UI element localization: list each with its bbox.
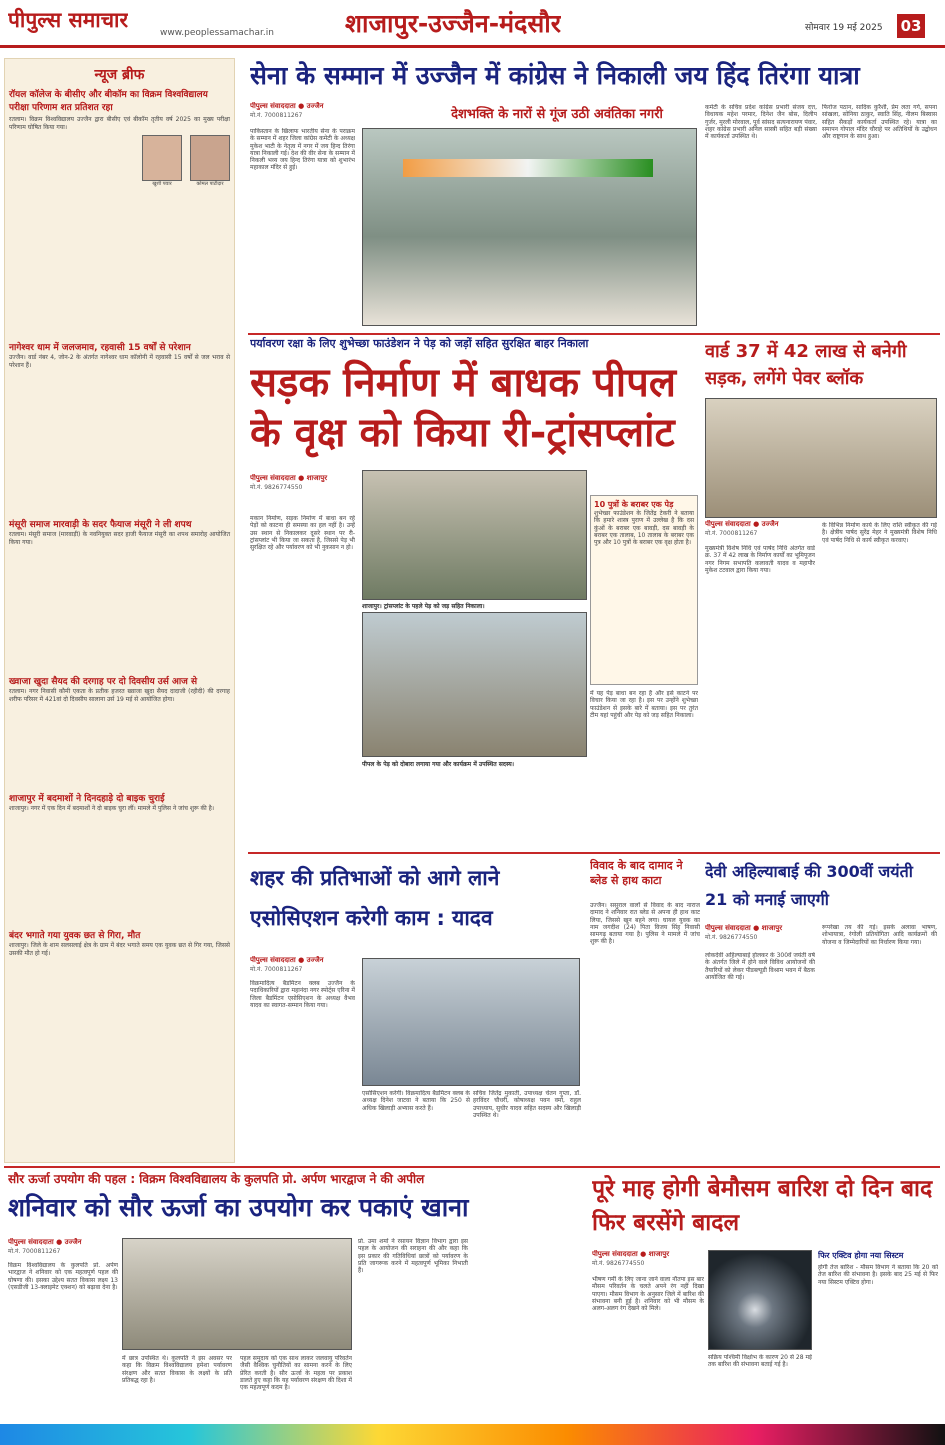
byline: पीपुल्स संवाददाता ● उज्जैन (8, 1238, 82, 1246)
article-body: होगी तेज बारिश - मौसम विभाग ने बताया कि 20 को तेज बारिश की संभावना है। इसके बाद 25 मई से फिर नया सिस्टम एक्टिव होगा। (818, 1264, 938, 1286)
byline-block (592, 1250, 702, 1267)
byline: पीपुल्स संवाददाता ● शाजापुर (250, 474, 328, 482)
quote-box (590, 495, 698, 685)
brief-body: रतलाम। विक्रम विश्वविद्यालय उज्जैन द्वारा बीसीए एवं बीकॉम तृतीय वर्ष 2025 का मुख्य परीक्षा परिणाम घोषित किया गया। (9, 116, 230, 131)
byline-block (705, 924, 815, 941)
article-body: पहल समुदाय को एक साथ लाकर जलवायु परिवर्तन जैसी वैश्विक चुनौतियों का सामना करने के लिए प्रेरित करती है। सौर ऊर्जा के महत्व पर प्रकाश डालते हुए कहा कि यह पर्यावरण संरक्षण की दिशा में एक महत्वपूर्ण कदम है। (240, 1355, 352, 1392)
article-headline: सेना के सम्मान में उज्जैन में कांग्रेस ने निकाली जय हिंद तिरंगा यात्रा (250, 61, 860, 90)
brief-headline: रॉयल कॉलेज के बीसीए और बीकॉम का विक्रम विश्वविद्यालय परीक्षा परिणाम शत प्रतिशत रहा (9, 90, 208, 113)
divider (248, 852, 940, 854)
article-body: के विभिन्न निर्माण कार्य के लिए राशि स्वीकृत की गई है। क्षेत्रीय पार्षद सुरेंद्र मेहर ने मुख्यमंत्री विशेष निधि एवं पार्षद निधि से कार्य स्वीकृत करवाए। (822, 522, 937, 544)
article-body: भीषण गर्मी के लिए जाना जाने वाला नौतपा इस बार मौसम परिवर्तन के चलते अपने रंग नहीं दिखा पाएगा। मौसम विभाग के अनुसार जिले में बारिश की संभावना बनी हुई है। शनिवार को भी मौसम के अलग-अलग रंग देखने को मिले। (592, 1276, 704, 1313)
issue-date: सोमवार 19 मई 2025 (805, 23, 883, 33)
mobile-number: मो.नं. 7000811267 (250, 112, 303, 119)
article-body: विक्रमादित्य बैडमिंटन क्लब उज्जैन के पदाधिकारियों द्वारा महानंदा नगर स्पोर्ट्स एरिना में जिला बैडमिंटन एसोसिएशन के अध्यक्ष वैभव यादव का स्वागत-सम्मान किया गया। (250, 980, 355, 1009)
article-headline: शनिवार को सौर ऊर्जा का उपयोग कर पकाएं खाना (8, 1193, 469, 1222)
brief-headline: ख्वाजा खुदा सैयद की दरगाह पर दो दिवसीय उर्स आज से (9, 677, 198, 687)
rain-photo (708, 1250, 812, 1350)
brief-body: शाजापुर। नगर में एक दिन में बदमाशों ने दो बाइक चुरा लीं। मामले में पुलिस ने जांच शुरू की है। (9, 805, 215, 812)
mobile-number: मो.नं. 9826774550 (250, 484, 303, 491)
color-registration-strip (0, 1424, 945, 1445)
byline-block (250, 474, 355, 491)
photo-caption: पीपल के पेड़ को दोबारा लगाया गया और कार्यक्रम में उपस्थित सदस्य। (362, 761, 515, 768)
ceremony-photo (705, 398, 937, 518)
region-title: शाजापुर-उज्जैन-मंदसौर (345, 9, 561, 38)
photo-caption: खुशी पवार (152, 181, 172, 187)
mobile-number: मो.नं. 9826774550 (592, 1260, 645, 1267)
university-photo (122, 1238, 352, 1350)
article-body: विक्रम विश्वविद्यालय के कुलपति प्रो. अर्पण भारद्वाज ने शनिवार को एक महत्वपूर्ण पहल की घोषणा की। इसका उद्देश्य सतत विकास लक्ष्य 13 (एसडीजी 13-क्लाइमेट एक्शन) को बढ़ावा देना है। (8, 1262, 118, 1291)
article-body: लोकदेवी अहिल्याबाई होलकर के 300वें जयंती वर्ष के अंतर्गत जिले में होने वाले विविध आयोजनों की तैयारियों को लेकर पीडब्ल्यूडी विश्राम भवन में बैठक आयोजित की गई। (705, 952, 815, 981)
article-headline: विवाद के बाद दामाद ने ब्लेड से हाथ काटा (590, 859, 683, 887)
divider (4, 1166, 940, 1168)
article-kicker: पर्यावरण रक्षा के लिए शुभेच्छा फाउंडेशन ने पेड़ को जड़ों सहित सुरक्षित बाहर निकाला (250, 337, 589, 350)
article-body: रूपरेखा तय की गई। इसके अलावा भाषण, शोभायात्रा, रंगोली प्रतियोगिता आदि कार्यक्रमों की योजना व जिम्मेदारियों का निर्धारण किया गया। (822, 924, 937, 946)
photo-caption: कोमल पाटीदार (196, 181, 224, 187)
website-url[interactable]: www.peoplessamachar.in (160, 28, 274, 38)
mobile-number: मो.नं. 7000811267 (250, 966, 303, 973)
student-photo (190, 135, 230, 181)
mobile-number: मो.नं. 7000811267 (8, 1248, 61, 1255)
news-brief-label: न्यूज ब्रीफ (94, 67, 145, 83)
mobile-number: मो.नं. 9826774550 (705, 934, 758, 941)
article-body: पाकिस्तान के खिलाफ भारतीय सेना के पराक्रम के सम्मान में शहर जिला कांग्रेस कमेटी के अध्यक्ष मुकेश भाटी के नेतृत्व में नगर में जय हिन्द तिरंगा यात्रा निकाली गई। देश की वीर सेना के सम्मान में निकली भव्य जय हिन्द तिरंगा यात्रा को शुभारंभ महाकाल मंदिर से हुई। (250, 128, 355, 172)
byline-block (250, 956, 355, 973)
article-kicker: सौर ऊर्जा उपयोग की पहल : विक्रम विश्वविद्यालय के कुलपति प्रो. अर्पण भारद्वाज ने की अपील (8, 1172, 425, 1186)
article-body: मकान निर्माण, सड़क निर्माण में बाधा बन रहे पेड़ों को काटना ही समस्या का हल नहीं है। उन्हें उस स्थान से निकालकर दूसरे स्थान पर री-ट्रांसप्लांट भी किया जा सकता है, जिससे पेड़ भी सुरक्षित रहे और पर्यावरण को भी नुकसान न हो। (250, 515, 355, 552)
photo-caption: में छात्र उपस्थित थे। कुलपति ने इस अवसर पर कहा कि विक्रम विश्वविद्यालय हमेशा पर्यावरण संरक्षण और सतत विकास के लक्ष्यों के प्रति प्रतिबद्ध रहा है। (122, 1355, 232, 1384)
tricolor-flag (403, 159, 653, 177)
page-number: 03 (897, 14, 925, 38)
quote-title: 10 पुत्रों के बराबर एक पेड़ (594, 500, 674, 509)
photo-caption: शाजापुर। ट्रांसप्लांट के पहले पेड़ को जड़ सहित निकाला। (362, 603, 485, 610)
article-body: मुख्यमंत्री विशेष निधि एवं पार्षद निधि अंतर्गत वार्ड क्र. 37 में 42 लाख के निर्माण कार्यों का भूमिपूजन नगर निगम सभापति कलावती यादव व महापौर मुकेश टटवाल द्वारा किया गया। (705, 545, 815, 574)
brief-body: उज्जैन। वार्ड नंबर 4, जोन-2 के अंतर्गत नागेश्वर धाम कॉलोनी में रहवासी 15 वर्षों से जल भराव से परेशान हैं। (9, 354, 230, 369)
article-headline: देवी अहिल्याबाई की 300वीं जयंती 21 को मनाई जाएगी (705, 862, 913, 909)
byline: पीपुल्स संवाददाता ● उज्जैन (250, 956, 324, 964)
article-body: उज्जैन। ससुराल वालों से विवाद के बाद नाराज दामाद ने शनिवार रात ब्लेड से अपना ही हाथ काट लिया, जिससे खून बहने लगा। घायल युवक का नाम जगदीश (24) पिता विजय सिंह निवासी सामगढ़ बताया गया है। पुलिस ने मामले में जांच शुरू की है। (590, 902, 700, 946)
byline: पीपुल्स संवाददाता ● उज्जैन (705, 520, 779, 528)
group-photo (362, 612, 587, 757)
byline: पीपुल्स संवाददाता ● शाजापुर (705, 924, 783, 932)
tree-photo (362, 470, 587, 600)
student-photo (142, 135, 182, 181)
brief-body: रतलाम। नगर निवासी कौमी एकता के प्रतीक हजरत ख्वाजा खुदा सैयद दादाजी (रहीदी) की दरगाह शरीफ परिसर में 421वां दो दिवसीय सालाना उर्स 19 मई से आयोजित होगा। (9, 688, 230, 703)
article-body: फिरोज पठान, सादिक कुरैशी, प्रेम लता गर्ग, सपना सांखला, सोनिया ठाकुर, स्वाति सिंह, नीलम बिस्वास सहित सैकड़ों कार्यकर्ता उपस्थित रहे। यात्रा का समापन गोपाल मंदिर चौराहे पर अतिथियों के उद्बोधन और राष्ट्रगान के साथ हुआ। (822, 104, 937, 141)
byline: पीपुल्स संवाददाता ● शाजापुर (592, 1250, 670, 1258)
article-body: सचिव जितेंद्र मुकाती, उपाध्यक्ष चेतन गुप्ता, डॉ. हरविंदर चौधरी, कोषाध्यक्ष पवन वर्मा, राहुल उपाध्याय, सुधीर यादव सहित सदस्य और खिलाड़ी उपस्थित थे। (473, 1090, 581, 1119)
article-headline: शहर की प्रतिभाओं को आगे लाने एसोसिएशन करेगी काम : यादव (250, 866, 500, 930)
brief-body: रतलाम। मंसूरी समाज (मारवाड़ी) के नवनियुक्त सदर हाजी फैयाज मंसूरी का शपथ समारोह आयोजित किया गया। (9, 531, 230, 546)
article-subheadline: देशभक्ति के नारों से गूंज उठी अवंतिका नगरी (451, 107, 663, 122)
article-headline: पूरे माह होगी बेमौसम बारिश दो दिन बाद फिर बरसेंगे बादल (592, 1176, 933, 1236)
brief-headline: शाजापुर में बदमाशों ने दिनदहाड़े दो बाइक चुराई (9, 794, 165, 804)
article-body: एसोसिएशन करेगी। विक्रमादित्य बैडमिंटन क्लब के अध्यक्ष दिनेश जाटवा ने बताया कि 250 से अधिक खिलाड़ी अभ्यास करते हैं। (362, 1090, 470, 1112)
rally-photo (362, 128, 697, 326)
article-headline: सड़क निर्माण में बाधक पीपल के वृक्ष को किया री-ट्रांसप्लांट (250, 360, 676, 456)
quote-body: शुभेच्छा फाउंडेशन के जितेंद्र टेकरी ने बताया कि हमारे शास्त्र पुराण में उल्लेख है कि दस कुंओं के बराबर एक बावड़ी, दस बावड़ी के बराबर एक तालाब, 10 तालाब के बराबर एक पुत्र और 10 पुत्रों के बराबर एक वृक्ष होता है। (594, 510, 694, 547)
mobile-number: मो.नं. 7000811267 (705, 530, 758, 537)
article-body: कमेटी के सचिव प्रदेश कांग्रेस प्रभारी संजय दत्त, विधायक महेश परमार, दिनेश जैन बोस, दिलीप गुर्जर, मुरली मोरवाल, पूर्व सांसद सत्यनारायण पंवार, शहर कांग्रेस प्रभारी अनिल सास्त्री सहित बड़ी संख्या में कार्यकर्ता उपस्थित थे। (705, 104, 817, 141)
byline-block (705, 520, 815, 537)
article-body: प्रो. उमा शर्मा ने रसायन विज्ञान विभाग द्वारा इस पहल के आयोजन की सराहना की और कहा कि इस प्रकार की गतिविधियां छात्रों को पर्यावरण के प्रति जागरूक करने में महत्वपूर्ण भूमिका निभाती हैं। (358, 1238, 468, 1275)
byline-block (8, 1238, 118, 1255)
article-subheadline: फिर एक्टिव होगा नया सिस्टम (818, 1251, 904, 1260)
brief-headline: नागेश्वर धाम में जलजमाव, रहवासी 15 वर्षों से परेशान (9, 343, 191, 353)
article-headline: वार्ड 37 में 42 लाख से बनेगी सड़क, लगेंगे पेवर ब्लॉक (705, 341, 907, 389)
byline: पीपुल्स संवाददाता ● उज्जैन (250, 102, 324, 110)
brief-headline: बंदर भगाते गया युवक छत से गिरा, मौत (9, 931, 141, 941)
team-photo (362, 958, 580, 1086)
byline-block (250, 102, 355, 119)
brief-body: शाजापुर। जिले के शाम सलसलाई क्षेत्र के ग्राम में बंदर भगाते समय एक युवक छत से गिर गया, जिससे उसकी मौत हो गई। (9, 942, 230, 957)
brief-headline: मंसूरी समाज मारवाड़ी के सदर फैयाज मंसूरी ने ली शपथ (9, 520, 192, 530)
newspaper-logo: पीपुल्स समाचार (8, 8, 129, 32)
student-photos (138, 131, 234, 187)
divider (248, 333, 940, 335)
article-body: में यह पेड़ बाधा बन रहा है और इसे काटने पर विचार किया जा रहा है। इस पर उन्होंने शुभेच्छा फाउंडेशन से इसके बारे में बताया। इस पर तुरंत टीम यहां पहुंची और पेड़ को जड़ सहित निकाला। (590, 690, 698, 719)
page-header (0, 0, 945, 48)
article-body: सक्रिय पश्चिमी विक्षोभ के कारण 20 से 28 मई तक बारिश की संभावना बताई गई है। (708, 1354, 812, 1369)
news-brief-sidebar (4, 58, 235, 1163)
